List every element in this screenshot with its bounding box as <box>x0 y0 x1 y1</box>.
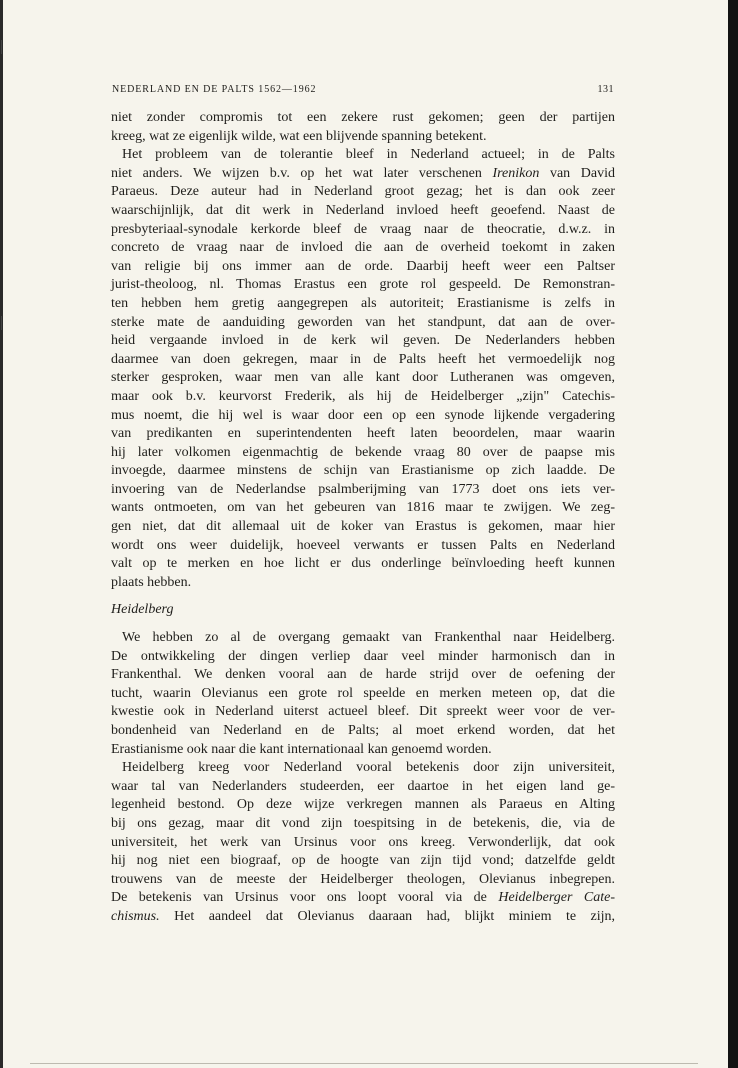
text-line: hij nog niet een biograaf, op de hoogte van zijn tijd vond; datzelfde geldt <box>111 853 615 869</box>
text-line: jurist-theoloog, nl. Thomas Erastus een grote rol gespeeld. De Remonstran- <box>111 277 615 293</box>
text-line: De ontwikkeling der dingen verliep daar veel minder harmonisch dan in <box>111 648 615 664</box>
text-line: niet zonder compromis tot een zekere rust gekomen; geen der partijen <box>111 110 615 125</box>
text-line: invoegde, daarmee minstens de schijn van Erastianisme op zich laadde. De <box>111 463 615 479</box>
text-line: van predikanten en superintendenten heeft laten beoordelen, maar waarin <box>111 426 615 442</box>
text-line: trouwens van de meeste der Heidelberger theologen, Olevianus inbegrepen. <box>111 871 615 887</box>
text-line: waar tal van Nederlanders studeerden, eer daartoe in het eigen land ge- <box>111 778 615 794</box>
text-line: concreto de vraag naar de invloed die aan de overheid toekomt in zaken <box>111 240 615 256</box>
text-line: De betekenis van Ursinus voor ons loopt vooral via de Heidelberger Cate- <box>111 890 615 906</box>
page-bottom-rule <box>30 1063 698 1064</box>
text-line: Paraeus. Deze auteur had in Nederland groot gezag; het is dan ook zeer <box>111 184 615 200</box>
book-title: Irenikon <box>492 165 540 181</box>
text-line: bij ons gezag, maar dit vond zijn toespitsing in de betekenis, die, via de <box>111 815 615 831</box>
section-heading: Heidelberg <box>111 602 174 618</box>
text-line: daarmee van doen gekregen, maar in de Palts heeft het vermoedelijk nog <box>111 351 615 367</box>
text-line: invoering van de Nederlandse psalmberijming van 1773 doet ons iets ver- <box>111 481 615 497</box>
body-text <box>111 109 615 927</box>
text-line: kreeg, wat ze eigenlijk wilde, wat een blijvende spanning betekent. <box>111 128 487 144</box>
scan-right-edge <box>728 0 738 1068</box>
paragraph-3 <box>111 629 615 759</box>
text-line: gen niet, dat dit allemaal uit de koker van Erastus is gekomen, maar hier <box>111 519 615 535</box>
text-line: chismus. Het aandeel dat Olevianus daaraan had, blijkt miniem te zijn, <box>111 908 615 924</box>
paragraph-2 <box>111 146 615 592</box>
text-line: niet anders. We wijzen b.v. op het wat later verschenen Irenikon van David <box>111 165 615 181</box>
text-line: mus noemt, die hij wel is waar door een op een synode lijkende vergadering <box>111 407 615 423</box>
text-line: hij later volkomen eigenmachtig de bekende vraag 80 over de paapse mis <box>111 444 615 460</box>
text-line: heid vergaande invloed in de kerk wil geven. De Nederlanders hebben <box>111 333 615 349</box>
text-line: van religie bij ons immer aan de orde. Daarbij heeft weer een Paltser <box>111 258 615 274</box>
text-line: wordt ons weer duidelijk, hoeveel verwants er tussen Palts en Nederland <box>111 537 615 553</box>
text-line: universiteit, het werk van Ursinus voor ons kreeg. Verwonderlijk, dat ook <box>111 834 615 850</box>
running-header <box>112 84 614 100</box>
text-line: presbyteriaal-synodale kerkorde bleef de vraag naar de theocratie, d.w.z. in <box>111 221 615 237</box>
paragraph-1 <box>111 109 615 146</box>
text-line: plaats hebben. <box>111 574 192 590</box>
book-title: Heidelberger Cate- <box>498 890 615 906</box>
margin-mark <box>1 316 2 330</box>
text-line: ten hebben hem gretig aangegrepen als autoriteit; Erastianisme is zelfs in <box>111 295 615 311</box>
text-line: Heidelberg kreeg voor Nederland vooral betekenis door zijn universiteit, <box>122 760 615 776</box>
text-line: We hebben zo al de overgang gemaakt van Frankenthal naar Heidelberg. <box>122 630 615 646</box>
text-line: Het probleem van de tolerantie bleef in Nederland actueel; in de Palts <box>122 147 615 163</box>
text-line: Erastianisme ook naar die kant internationaal kan genoemd worden. <box>111 741 492 757</box>
text-line: waarschijnlijk, dat dit werk in Nederland invloed heeft geoefend. Naast de <box>111 202 615 218</box>
text-line: maar ook b.v. keurvorst Frederik, als hij de Heidelberger „zijn" Catechis- <box>111 388 615 404</box>
paragraph-4 <box>111 759 615 926</box>
text-line: wants ontmoeten, om van het gebeuren van 1816 maar te zwijgen. We zeg- <box>111 500 615 516</box>
scan-left-edge <box>0 0 3 1068</box>
running-title: NEDERLAND EN DE PALTS 1562—1962 <box>112 84 317 95</box>
text-line: Frankenthal. We denken vooral aan de harde strijd over de oefening der <box>111 667 615 683</box>
text-line: bondenheid van Nederland en de Palts; al moet erkend worden, dat het <box>111 723 615 738</box>
text-line: legenheid bestond. Op deze wijze verkregen mannen als Paraeus en Alting <box>111 797 615 813</box>
text-line: valt op te merken en hoe licht er dus onderlinge beïnvloeding heeft kunnen <box>111 556 615 572</box>
text-line: kwestie ook in Nederland uiterst actueel bleef. Dit spreekt weer voor de ver- <box>111 704 615 720</box>
margin-mark <box>1 40 2 54</box>
text-line: sterke mate de aanduiding geworden van het standpunt, dat aan de over- <box>111 314 615 330</box>
book-title: chismus. <box>111 908 160 924</box>
page-number: 131 <box>597 84 614 95</box>
text-line: tucht, waarin Olevianus een grote rol speelde en merken meteen op, dat die <box>111 685 615 701</box>
text-line: sterker gesproken, waar men van alle kant door Lutheranen was omgeven, <box>111 370 615 386</box>
